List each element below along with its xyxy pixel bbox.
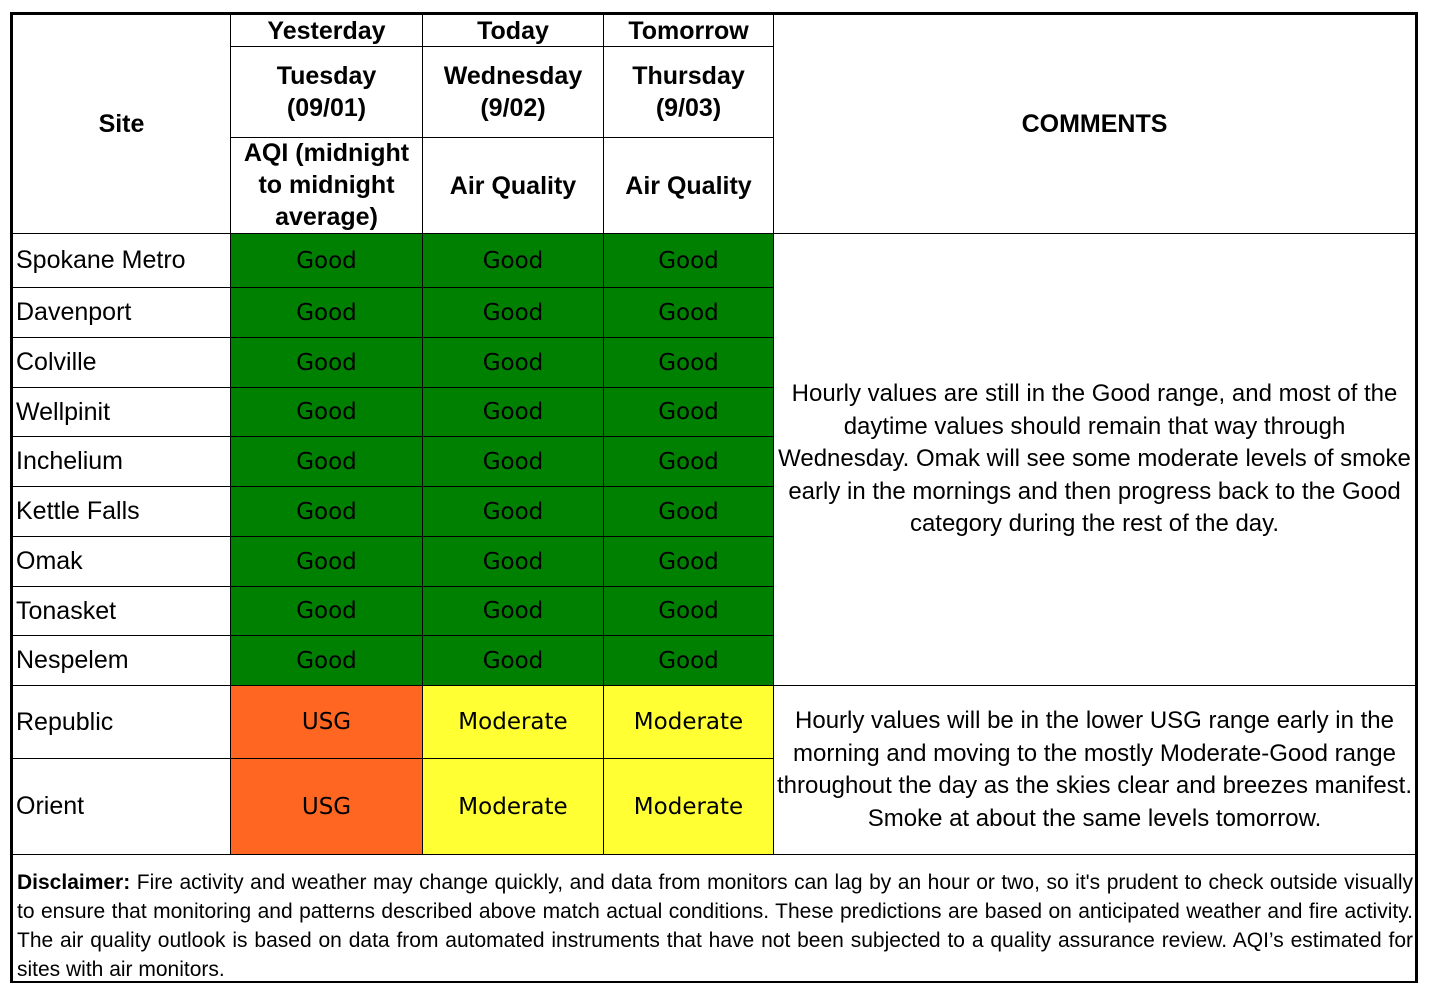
- aqi-tomorrow-cell: Good: [603, 233, 774, 288]
- aqi-yesterday-cell: Good: [230, 436, 423, 487]
- site-name: Republic: [12, 685, 231, 759]
- site-name: Tonasket: [12, 586, 231, 636]
- aqi-tomorrow-cell: Moderate: [603, 758, 774, 855]
- aqi-today-cell: Good: [422, 233, 604, 288]
- aqi-today-cell: Good: [422, 536, 604, 587]
- disclaimer-text: [17, 868, 1413, 984]
- aqi-today-cell: Good: [422, 436, 604, 487]
- day-yesterday-header: [230, 46, 423, 138]
- aqi-yesterday-cell: Good: [230, 486, 423, 537]
- day-name: Tuesday: [276, 62, 377, 90]
- aqi-tomorrow-cell: Good: [603, 387, 774, 437]
- site-header: Site: [12, 14, 231, 234]
- aqi-tomorrow-cell: Good: [603, 536, 774, 587]
- comment-usg-sites: Hourly values will be in the lower USG range early in the morning and moving to the mostly Moderate-Good range throughout the day as the skies clear and breezes manifest. Smoke at about the same levels tomorrow.: [773, 685, 1416, 855]
- aqi-yesterday-cell: USG: [230, 685, 423, 759]
- aqi-tomorrow-cell: Moderate: [603, 685, 774, 759]
- aqi-yesterday-cell: Good: [230, 387, 423, 437]
- day-today-header: [422, 46, 604, 138]
- day-name: Thursday: [632, 62, 745, 90]
- aqi-tomorrow-cell: Good: [603, 337, 774, 388]
- aqi-today-cell: Good: [422, 387, 604, 437]
- disclaimer: [12, 854, 1416, 981]
- aqi-today-cell: Good: [422, 586, 604, 636]
- day-tomorrow-header: [603, 46, 774, 138]
- site-name: Nespelem: [12, 635, 231, 686]
- aqi-today-cell: Moderate: [422, 685, 604, 759]
- site-name: Colville: [12, 337, 231, 388]
- aqi-today-cell: Moderate: [422, 758, 604, 855]
- aqi-yesterday-cell: Good: [230, 287, 423, 338]
- aqi-yesterday-cell: USG: [230, 758, 423, 855]
- site-name: Davenport: [12, 287, 231, 338]
- aqi-today-cell: Good: [422, 486, 604, 537]
- period-tomorrow-header: Tomorrow: [603, 14, 774, 47]
- site-name: Wellpinit: [12, 387, 231, 437]
- aqi-tomorrow-cell: Good: [603, 287, 774, 338]
- period-today-header: Today: [422, 14, 604, 47]
- aqi-today-cell: Good: [422, 635, 604, 686]
- metric-yesterday-header: AQI (midnight to midnight average): [230, 137, 423, 234]
- metric-tomorrow-header: Air Quality: [603, 137, 774, 234]
- day-date: (9/02): [480, 94, 546, 122]
- site-name: Spokane Metro: [12, 233, 231, 288]
- aqi-tomorrow-cell: Good: [603, 436, 774, 487]
- aqi-yesterday-cell: Good: [230, 337, 423, 388]
- aqi-yesterday-cell: Good: [230, 635, 423, 686]
- aqi-tomorrow-cell: Good: [603, 586, 774, 636]
- site-name: Orient: [12, 758, 231, 855]
- disclaimer-body: Fire activity and weather may change quickly, and data from monitors can lag by an hour or two, so it's prudent to check outside visually to ensure that monitoring and patterns described above match actual conditions. These predictions are based on anticipated weather and fire activity. The air quality outlook is based on data from automated instruments that have not been subjected to a quality assurance review. AQI’s estimated for sites with air monitors.: [17, 871, 1413, 981]
- aqi-tomorrow-cell: Good: [603, 635, 774, 686]
- site-name: Kettle Falls: [12, 486, 231, 537]
- aqi-yesterday-cell: Good: [230, 536, 423, 587]
- site-name: Inchelium: [12, 436, 231, 487]
- period-yesterday-header: Yesterday: [230, 14, 423, 47]
- aqi-yesterday-cell: Good: [230, 586, 423, 636]
- comments-header: COMMENTS: [773, 14, 1416, 234]
- day-date: (9/03): [655, 94, 722, 122]
- comment-good-sites: Hourly values are still in the Good range, and most of the daytime values should remain that way through Wednesday. Omak will see some moderate levels of smoke early in the mornings and then progress back to the Good category during the rest of the day.: [773, 233, 1416, 686]
- aqi-today-cell: Good: [422, 337, 604, 388]
- table-grid: [12, 14, 1416, 981]
- day-date: (09/01): [286, 94, 367, 122]
- metric-today-header: Air Quality: [422, 137, 604, 234]
- aqi-tomorrow-cell: Good: [603, 486, 774, 537]
- day-name: Wednesday: [443, 62, 583, 90]
- aqi-yesterday-cell: Good: [230, 233, 423, 288]
- site-name: Omak: [12, 536, 231, 587]
- disclaimer-label: Disclaimer:: [17, 871, 131, 894]
- aqi-forecast-table: [10, 12, 1418, 983]
- aqi-today-cell: Good: [422, 287, 604, 338]
